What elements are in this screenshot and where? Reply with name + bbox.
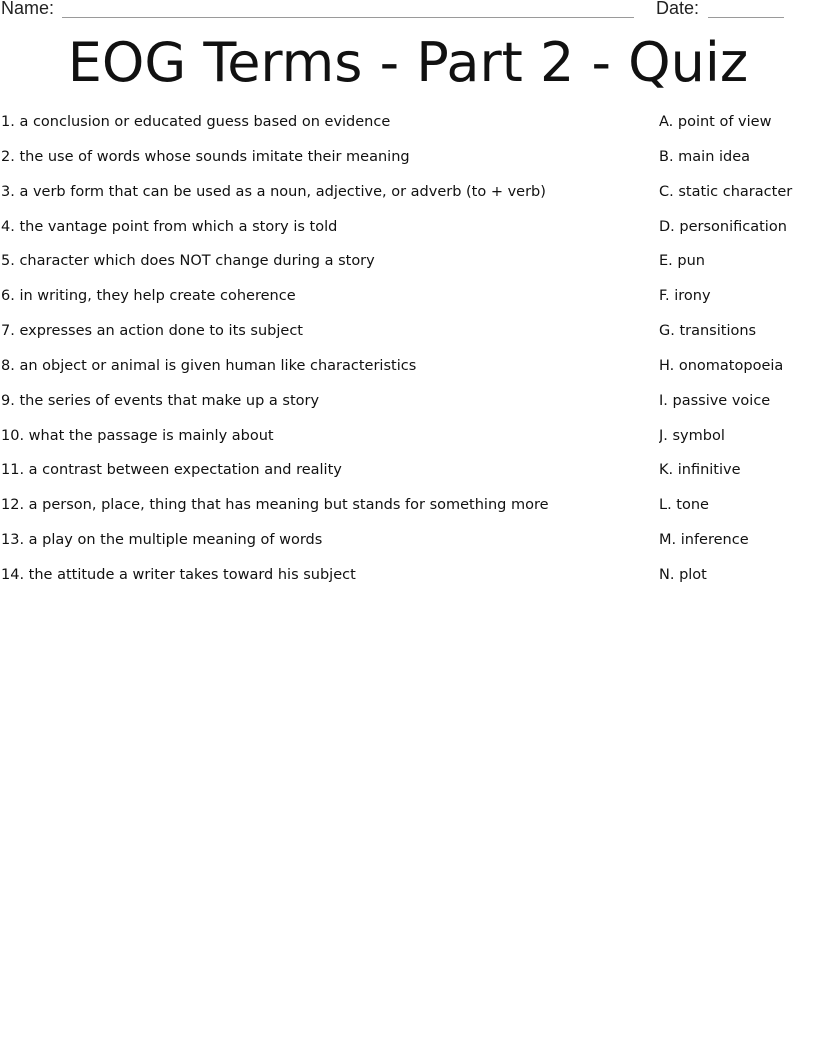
date-blank[interactable] bbox=[708, 17, 784, 18]
question-item: 4. the vantage point from which a story is told bbox=[1, 218, 338, 235]
question-item: 2. the use of words whose sounds imitate their meaning bbox=[1, 148, 410, 165]
question-item: 12. a person, place, thing that has meaning but stands for something more bbox=[1, 497, 549, 514]
question-item: 1. a conclusion or educated guess based on evidence bbox=[1, 114, 391, 130]
quiz-row bbox=[0, 146, 816, 181]
quiz-row bbox=[0, 459, 816, 494]
answer-option: C. static character bbox=[659, 183, 793, 200]
quiz-row bbox=[0, 320, 816, 355]
question-item: 6. in writing, they help create coherence bbox=[1, 288, 296, 305]
answer-option: I. passive voice bbox=[659, 392, 771, 409]
answer-option: B. main idea bbox=[659, 148, 751, 165]
question-item: 10. what the passage is mainly about bbox=[1, 427, 274, 444]
question-item: 13. a play on the multiple meaning of words bbox=[1, 532, 323, 549]
quiz-list bbox=[0, 111, 816, 599]
quiz-row bbox=[0, 390, 816, 425]
quiz-row bbox=[0, 181, 816, 216]
name-label: Name: bbox=[1, 0, 55, 18]
answer-option: H. onomatopoeia bbox=[659, 357, 784, 374]
answer-option: D. personification bbox=[659, 218, 787, 235]
question-item: 7. expresses an action done to its subject bbox=[1, 323, 303, 340]
quiz-row bbox=[0, 494, 816, 529]
question-item: 11. a contrast between expectation and reality bbox=[1, 462, 342, 479]
answer-option: J. symbol bbox=[659, 427, 725, 444]
quiz-row bbox=[0, 355, 816, 390]
answer-option: K. infinitive bbox=[659, 462, 741, 479]
date-label: Date: bbox=[656, 0, 700, 18]
quiz-row bbox=[0, 216, 816, 251]
page-title: EOG Terms - Part 2 - Quiz bbox=[67, 31, 749, 94]
quiz-row bbox=[0, 529, 816, 564]
answer-option: M. inference bbox=[659, 532, 749, 549]
quiz-row bbox=[0, 564, 816, 599]
quiz-row bbox=[0, 111, 816, 146]
answer-option: L. tone bbox=[659, 497, 709, 514]
quiz-row bbox=[0, 285, 816, 320]
name-date-header bbox=[0, 0, 816, 28]
answer-option: G. transitions bbox=[659, 323, 757, 340]
question-item: 14. the attitude a writer takes toward his subject bbox=[1, 566, 356, 583]
question-item: 8. an object or animal is given human like characteristics bbox=[1, 357, 417, 374]
question-item: 9. the series of events that make up a story bbox=[1, 392, 320, 409]
question-item: 3. a verb form that can be used as a noun, adjective, or adverb (to + verb) bbox=[1, 183, 546, 200]
quiz-row bbox=[0, 425, 816, 460]
answer-option: A. point of view bbox=[659, 114, 772, 130]
question-item: 5. character which does NOT change during a story bbox=[1, 253, 375, 270]
name-blank[interactable] bbox=[62, 17, 634, 18]
answer-option: E. pun bbox=[659, 253, 705, 270]
quiz-row bbox=[0, 250, 816, 285]
answer-option: N. plot bbox=[659, 566, 707, 583]
answer-option: F. irony bbox=[659, 288, 711, 305]
